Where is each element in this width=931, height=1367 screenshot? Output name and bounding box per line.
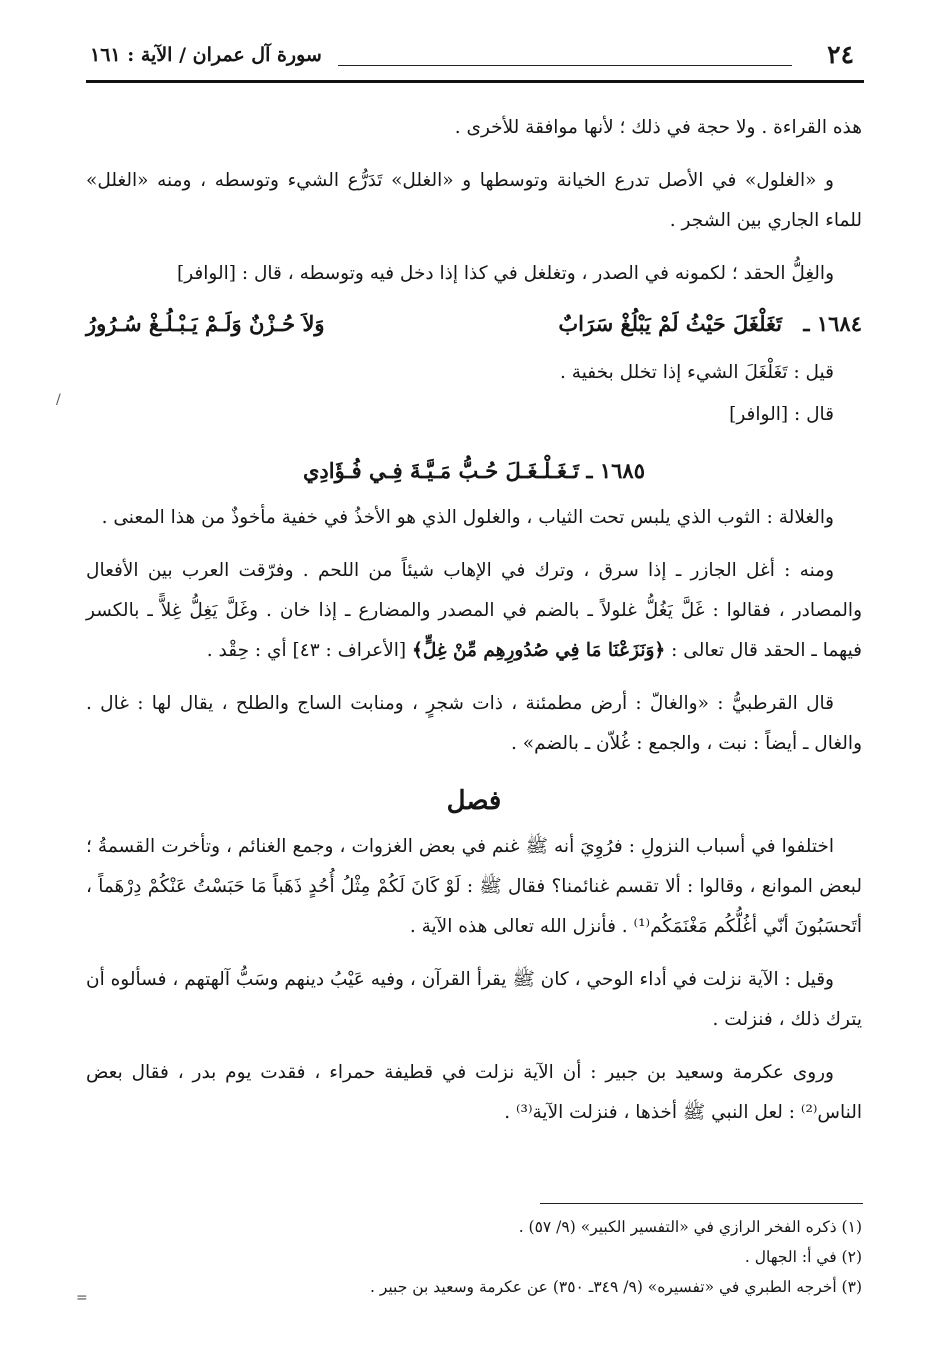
- page-number: ٢٤: [827, 40, 854, 69]
- footnotes: [86, 1212, 862, 1302]
- verse-first-hemistich: تَغَلْغَلَ حَيْثُ لَمْ يَبْلُغْ سَرَابٌ: [558, 311, 782, 336]
- paragraph: والغلالة : الثوب الذي يلبس تحت الثياب ، والغلول الذي هو الأخذُ في خفية مأخوذٌ من هذا المعنى .: [101, 507, 834, 528]
- paragraph: اختلفوا في أسباب النزولِ : فرُوِيَ أنه ﷺ غنم في بعض الغزوات ، وجمع الغنائم ، وتأخرت القسمةُ ؛ لبعض الموانع ، وقالوا : ألا تقسم غنائمنا؟ فقال ﷺ : لَوْ كَانَ لَكُمْ مِثْلُ أُحُدٍ ذَهَباً مَا حَبَسْتُ عَنْكُمْ دِرْهَماً ، أتَحسَبُونَ أنّي أغُلُّكُم مَغْنَمَكُم⁽¹⁾ . فأنزل الله تعالى هذه الآية .: [86, 836, 862, 937]
- footnote-2: (٢) في أ: الجهال .: [744, 1248, 862, 1266]
- paragraph-text: [الأعراف : ٤٣] أي : حِقْد .: [206, 640, 407, 661]
- running-header: [88, 38, 862, 78]
- paragraph: هذه القراءة . ولا حجة في ذلك ؛ لأنها موافقة للأخرى .: [454, 117, 862, 138]
- paragraph: والغِلُّ الحقد ؛ لكمونه في الصدر ، وتغلغل في كذا إذا دخل فيه وتوسطه ، قال : [الوافر]: [176, 263, 834, 284]
- paragraph: قال القرطبيُّ : «والغالّ : أرض مطمئنة ، ذات شجرٍ ، ومنابت الساج والطلح ، يقال لها : غال . والغال ـ أيضاً : نبت ، والجمع : غُلاّن ـ بالضم» .: [86, 693, 862, 754]
- margin-mark: /: [56, 392, 61, 408]
- paragraph-text: ومنه : أغل الجازر ـ إذا سرق ، وترك في الإهاب شيئاً من اللحم . وفرّقت العرب بين الأفعال والمصادر ، فقالوا : غَلَّ يَغُلُّ غلولاً ـ بالضم في المصدر والمضارع ـ إذا خان . وغَلَّ يَغِلُّ غِلاًّ ـ بالكسر فيهما ـ الحقد قال تعالى :: [86, 560, 862, 661]
- poetry-verse-1685: ١٦٨٥ ـ تَـغَـلْـغَـلَ حُـبُّ مَـيَّـةَ فِـي فُـؤَادِي: [303, 458, 645, 483]
- footnote-3: (٣) أخرجه الطبري في «تفسيره» (٩/ ٣٤٩ـ ٣٥٠) عن عكرمة وسعيد بن جبير .: [369, 1278, 862, 1296]
- header-line: [338, 65, 792, 66]
- paragraph: قيل : تَغَلْغَلَ الشيء إذا تخلل بخفية .: [560, 362, 834, 383]
- verse-number: ١٦٨٤ ـ: [803, 311, 862, 336]
- margin-mark: =: [76, 1290, 88, 1306]
- verse-second-hemistich: وَلاَ حُـزْنٌ وَلَـمْ يَـبْـلُـغْ سُـرُورُ: [86, 311, 325, 336]
- paragraph: [86, 551, 862, 671]
- poetry-verse-1684: [86, 307, 862, 349]
- paragraph: و «الغلول» في الأصل تدرع الخيانة وتوسطها و «الغلل» تَدَرُّع الشيء وتوسطه ، ومنه «الغلل» للماء الجاري بين الشجر .: [86, 170, 862, 231]
- quran-quote: ﴿وَنَزَعْنَا مَا فِي صُدُورِهِم مِّنْ غِلٍّ﴾: [412, 640, 666, 661]
- section-heading: فصل: [446, 786, 502, 816]
- paragraph: وقيل : الآية نزلت في أداء الوحي ، كان ﷺ يقرأ القرآن ، وفيه عَيْبُ دينهم وسَبُّ آلهتهم ، فسألوه أن يترك ذلك ، فنزلت .: [86, 969, 862, 1030]
- footnote-1: (١) ذكره الفخر الرازي في «التفسير الكبير» (٩/ ٥٧) .: [518, 1218, 862, 1236]
- running-title: سورة آل عمران / الآية : ١٦١: [90, 44, 322, 66]
- footnote-rule: [540, 1203, 863, 1204]
- main-text: [86, 108, 862, 1146]
- paragraph: قال : [الوافر]: [729, 404, 834, 425]
- paragraph: وروى عكرمة وسعيد بن جبير : أن الآية نزلت في قطيفة حمراء ، فقدت يوم بدر ، فقال بعض الناس⁽²⁾ : لعل النبي ﷺ أخذها ، فنزلت الآية⁽³⁾ .: [86, 1062, 862, 1123]
- header-rule: [86, 80, 864, 83]
